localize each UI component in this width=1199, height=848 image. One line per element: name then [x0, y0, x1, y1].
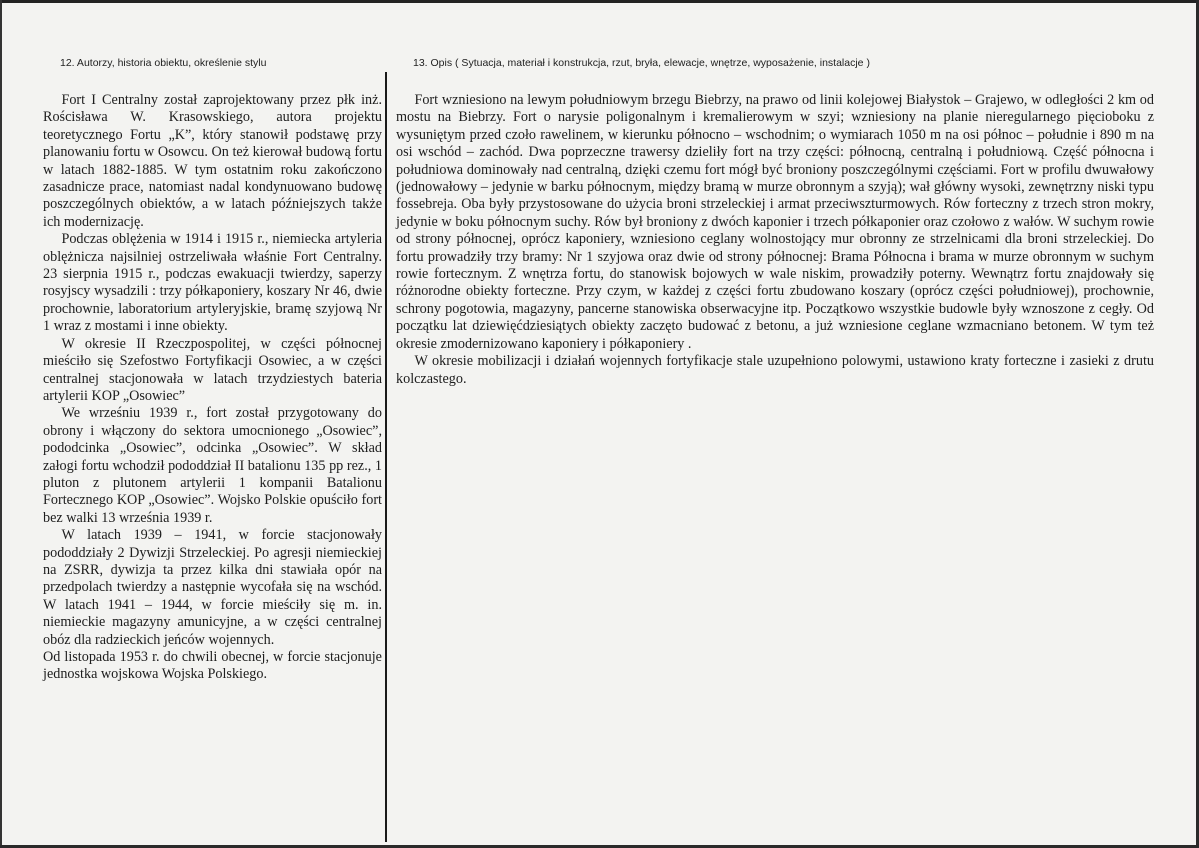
- scan-border-left: [0, 0, 2, 848]
- history-paragraph: W okresie II Rzeczpospolitej, w części północnej mieściło się Szefostwo Fortyfikacji Osowiec, a w części centralnej stacjonowała w latach trzydziestych bateria artylerii KOP „Osowiec”: [43, 335, 382, 404]
- history-paragraph: Od listopada 1953 r. do chwili obecnej, w forcie stacjonuje jednostka wojskowa Wojska Polskiego.: [43, 649, 382, 683]
- history-paragraph: We wrześniu 1939 r., fort został przygotowany do obrony i włączony do sektora umocnionego „Osowiec”, pododcinka „Osowiec”, odcinka „Osowiec”. W skład załogi fortu wchodził pododdział II batalionu 135 pp rez., 1 pluton z plutonem artylerii 1 kompanii Batalionu Fortecznego KOP „Osowiec”. Wojsko Polskie opuściło fort bez walki 13 września 1939 r.: [43, 405, 382, 526]
- section-heading-description: 13. Opis ( Sytuacja, materiał i konstrukcja, rzut, bryła, elewacje, wnętrze, wyposażenie, instalacje ): [413, 57, 870, 69]
- history-paragraph: Fort I Centralny został zaprojektowany przez płk inż. Rościsława W. Krasowskiego, autora projektu teoretycznego Fortu „K”, który stanowił podstawę przy planowaniu fortu w Osowcu. On też kierował budową fortu w latach 1882-1885. W tym ostatnim roku zakończono zasadnicze prace, natomiast nadal kondynuowano budowę poszczególnych obiektów, a w latach późniejszych także ich modernizację.: [43, 92, 382, 230]
- scan-border-top: [0, 0, 1199, 3]
- history-paragraph: W latach 1939 – 1941, w forcie stacjonowały pododdziały 2 Dywizji Strzeleckiej. Po agresji niemieckiej na ZSRR, dywizja ta przez kilka dni stawiała opór na przedpolach twierdzy a następnie wycofała się na wschód. W latach 1941 – 1944, w forcie mieściły się m. in. niemieckie magazyny amunicyjne, a w części centralnej obóz dla radzieckich jeńców wojennych.: [43, 527, 382, 648]
- description-column: [396, 92, 1154, 388]
- section-heading-authors-history: 12. Autorzy, historia obiektu, określenie stylu: [60, 57, 267, 69]
- description-paragraph: Fort wzniesiono na lewym południowym brzegu Biebrzy, na prawo od linii kolejowej Białystok – Grajewo, w odległości 2 km od mostu na Biebrzy. Fort o narysie poligonalnym i kremalierowym w szyi; wzniesiony na planie nieregularnego pięcioboku z wysuniętym przed czoło rawelinem, w kierunku północno – wschodnim; o wymiarach 1050 m na osi północ – południe i 890 m na osi wschód – zachód. Dwa poprzeczne trawersy dzieliły fort na trzy części: północną, centralną i południową. Część północna i południowa dominowały nad centralną, dzięki czemu fort mógł być broniony poszczególnymi częściami. Fort w profilu dwuwałowy (jednowałowy – jedynie w barku północnym, między bramą w murze obronnym a szyją); wał główny wysoki, zewnętrzny niski typu fossebreja. Oba były przystosowane do użycia broni strzeleckiej i armat przeciwszturmowych. Rów forteczny z trzech stron mokry, jedynie w boku północnym suchy. Rów był broniony z dwóch kaponier i trzech półkaponier oraz czołowo z wałów. W suchym rowie od strony północnej, oprócz kaponiery, wzniesiono ceglany wolnostojący mur obronny ze strzelnicami dla broni strzeleckiej. Do fortu prowadziły trzy bramy: Nr 1 szyjowa oraz dwie od strony północnej: Brama Północna i brama w murze obronnym w suchym rowie fortecznym. Z wnętrza fortu, do stanowisk bojowych w wale niskim, prowadziły poterny. Wewnątrz fortu znajdowały się różnorodne obiekty forteczne. Przy czym, w każdej z części fortu zbudowano koszary (oprócz części południowej), prochownie, schrony pogotowia, magazyny, pancerne stanowiska obserwacyjne itp. Początkowo wszystkie budowle były wznoszone z cegły. Od początku lat dziewięćdziesiątych obiekty zaczęto budować z betonu, a już wzniesione ceglane wzmacniano betonem. W tym też okresie zmodernizowano kaponiery i półkaponiery .: [396, 92, 1154, 352]
- column-divider: [385, 72, 387, 842]
- history-paragraph: Podczas oblężenia w 1914 i 1915 r., niemiecka artyleria oblężnicza najsilniej ostrzeliwała właśnie Fort Centralny. 23 sierpnia 1915 r., podczas ewakuacji twierdzy, saperzy rosyjscy wysadzili : trzy półkaponiery, koszary Nr 46, dwie prochownie, laboratorium artyleryjskie, bramę szyjową Nr 1 wraz z mostami i inne obiekty.: [43, 231, 382, 335]
- history-column: [43, 92, 382, 684]
- description-paragraph: W okresie mobilizacji i działań wojennych fortyfikacje stale uzupełniono polowymi, ustawiono kraty forteczne i zasieki z drutu kolczastego.: [396, 353, 1154, 387]
